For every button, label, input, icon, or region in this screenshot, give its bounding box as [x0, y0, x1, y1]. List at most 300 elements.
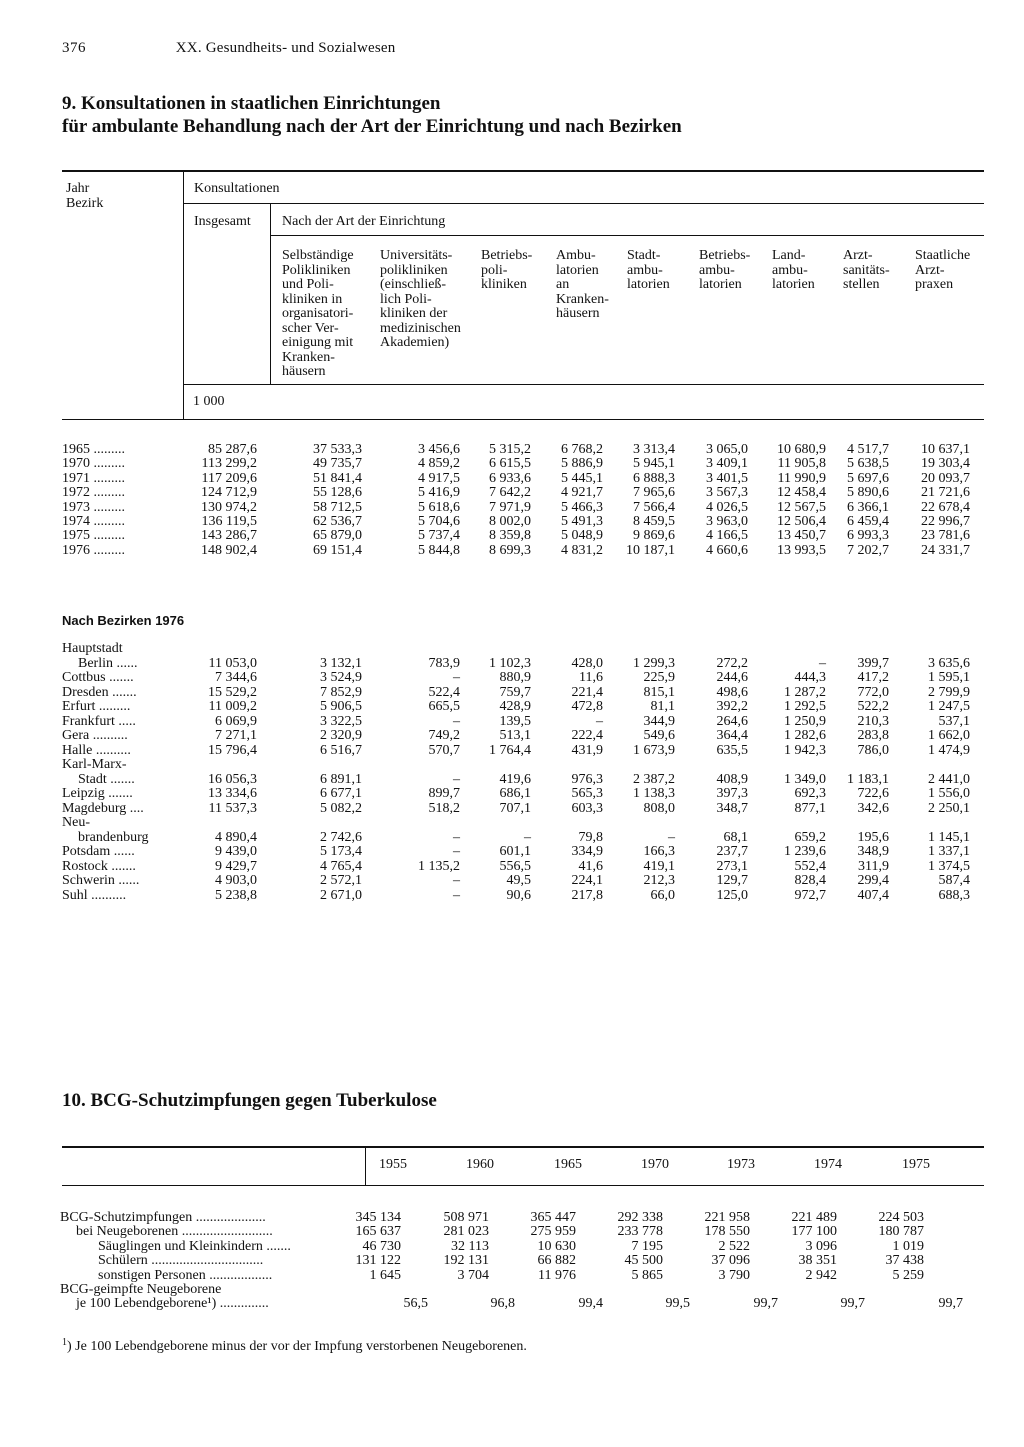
table9-cell: 124 712,9	[201, 485, 257, 501]
table9-cell: 7 202,7	[847, 542, 889, 558]
table9-cell: 143 286,7	[201, 528, 257, 544]
table9-cell: 10 680,9	[777, 442, 826, 457]
table9-cell: 692,3	[794, 786, 826, 801]
table10-cell: 66 882	[537, 1253, 576, 1268]
table9-cell: 12 567,5	[777, 499, 826, 515]
table9-cell: 148 902,4	[201, 542, 257, 558]
table9-cell: 1 942,3	[784, 742, 826, 758]
table9-cell: 537,1	[938, 713, 970, 729]
table9-colhead-betriebspoli: Betriebs- poli- kliniken	[481, 248, 533, 292]
table9-cell: 5 906,5	[320, 699, 362, 714]
table10-cell: 1 645	[369, 1268, 401, 1283]
table10-cell: 2 522	[718, 1239, 750, 1254]
table9-cell: 1 282,6	[784, 728, 826, 743]
table9-cell: 166,3	[643, 844, 675, 859]
table9-cell: 1 474,9	[928, 742, 970, 758]
table10-cell: 345 134	[355, 1210, 401, 1225]
table9-unit: 1 000	[193, 394, 225, 409]
table9-cell: 6 768,2	[561, 442, 603, 457]
table9-cell: 129,7	[716, 873, 748, 888]
table9-cell: 472,8	[571, 699, 603, 714]
table9-cell: 899,7	[428, 786, 460, 801]
table9-cell: 6 516,7	[320, 742, 362, 758]
footnote	[62, 1337, 527, 1355]
table9-cell: 399,7	[857, 655, 889, 671]
table9-colhead-ambu-kh: Ambu- latorien an Kranken- häusern	[556, 248, 609, 321]
table9-cell: –	[668, 829, 675, 845]
table9-bezirk-label: Magdeburg ....	[62, 800, 144, 816]
table10-cell: 46 730	[362, 1239, 401, 1254]
table9-cell: 222,4	[571, 728, 603, 743]
table9-cell: 21 721,6	[921, 485, 970, 501]
table9-cell: 2 250,1	[928, 800, 970, 816]
table9-cell: 417,2	[857, 670, 889, 685]
table9-cell: 6 069,9	[215, 713, 257, 729]
table9-cell: 6 993,3	[847, 528, 889, 544]
table10-cell: 224 503	[878, 1210, 924, 1225]
table9-cell: 20 093,7	[921, 470, 970, 486]
table9-cell: 55 128,6	[313, 485, 362, 501]
footnote-marker: 1	[62, 1337, 67, 1348]
table10-year-head: 1960	[466, 1157, 494, 1172]
table9-hrule-unit	[62, 419, 984, 420]
table10-cell: 38 351	[798, 1253, 837, 1268]
table10-cell: 281 023	[443, 1224, 489, 1239]
table9-cell: 3 635,6	[928, 655, 970, 671]
table9-cell: 237,7	[716, 844, 748, 859]
table9-cell: 1 595,1	[928, 670, 970, 685]
table9-bezirk-label: Rostock .......	[62, 858, 136, 874]
table9-cell: 244,6	[716, 670, 748, 685]
table9-cell: 49 735,7	[313, 456, 362, 472]
table9-cell: 224,1	[571, 873, 603, 888]
table9-cell: 3 401,5	[706, 470, 748, 486]
table9-cell: 1 183,1	[847, 771, 889, 787]
table9-cell: 12 458,4	[777, 485, 826, 501]
table9-cell: 1 556,0	[928, 786, 970, 801]
table9-cell: 5 704,6	[418, 514, 460, 529]
table9-cell: 272,2	[716, 655, 748, 671]
table9-cell: 11 905,8	[777, 456, 826, 472]
table9-cell: 5 466,3	[561, 499, 603, 515]
table9-vrule-stub	[183, 172, 184, 419]
table9-cell: 5 082,2	[320, 800, 362, 816]
table10-cell: 96,8	[490, 1296, 515, 1311]
table9-cell: 587,4	[938, 873, 970, 888]
table9-cell: 117 209,6	[201, 470, 257, 486]
table9-bezirk-label: Berlin ......	[78, 655, 138, 671]
table10-year-head: 1955	[379, 1157, 407, 1172]
table10-row-label: je 100 Lebendgeborene¹) ..............	[76, 1296, 269, 1311]
table10-cell: 3 096	[805, 1239, 837, 1254]
table9-cell: 6 677,1	[320, 786, 362, 801]
table9-cell: 4 765,4	[320, 858, 362, 874]
table9-cell: 4 890,4	[215, 829, 257, 845]
table10-cell: 5 865	[631, 1268, 663, 1283]
table10-row-label: BCG-geimpfte Neugeborene	[60, 1282, 222, 1297]
table9-cell: 570,7	[428, 742, 460, 758]
table9-bezirk-prefix: Hauptstadt	[62, 641, 123, 656]
table10-title: 10. BCG-Schutzimpfungen gegen Tuberkulose	[62, 1090, 437, 1111]
table9-top-rule	[62, 170, 984, 172]
table9-cell: 498,6	[716, 684, 748, 700]
table9-cell: 217,8	[571, 887, 603, 903]
table10-row-label: BCG-Schutzimpfungen ....................	[60, 1210, 266, 1225]
table9-year-label: 1976 .........	[62, 542, 125, 558]
table9-cell: 5 886,9	[561, 456, 603, 472]
table9-cell: 85 287,6	[208, 442, 257, 457]
table9-cell: 397,3	[716, 786, 748, 801]
table9-cell: 58 712,5	[313, 499, 362, 515]
table9-cell: 7 344,6	[215, 670, 257, 685]
table9-cell: 19 303,4	[921, 456, 970, 472]
table10-row-label: Säuglingen und Kleinkindern .......	[98, 1239, 291, 1254]
table9-cell: 69 151,4	[313, 542, 362, 558]
table9-cell: 4 166,5	[706, 528, 748, 544]
table9-bezirk-label: Gera ..........	[62, 728, 128, 743]
table9-bezirk-label: Frankfurt .....	[62, 713, 136, 729]
table9-bezirk-label: Dresden .......	[62, 684, 137, 700]
table9-cell: 5 048,9	[561, 528, 603, 544]
table9-cell: 2 320,9	[320, 728, 362, 743]
table9-cell: 5 890,6	[847, 485, 889, 501]
table9-colhead-selbst: Selbständige Polikliniken und Poli- kliniken in organisatori- scher Ver- einigung mit Kranken- häusern	[282, 248, 354, 379]
table9-cell: 10 637,1	[921, 442, 970, 457]
table9-cell: –	[596, 713, 603, 729]
table9-cell: 24 331,7	[921, 542, 970, 558]
table9-cell: –	[453, 713, 460, 729]
table9-cell: 1 374,5	[928, 858, 970, 874]
table9-cell: 7 852,9	[320, 684, 362, 700]
table9-cell: 8 359,8	[489, 528, 531, 544]
table9-cell: 22 996,7	[921, 514, 970, 529]
table9-cell: 1 250,9	[784, 713, 826, 729]
table10-cell: 292 338	[617, 1210, 663, 1225]
table9-cell: 3 409,1	[706, 456, 748, 472]
table9-cell: 212,3	[643, 873, 675, 888]
table10-cell: 275 959	[530, 1224, 576, 1239]
table9-cell: 22 678,4	[921, 499, 970, 515]
table9-cell: 11 990,9	[777, 470, 826, 486]
table10-cell: 10 630	[537, 1239, 576, 1254]
table10-cell: 99,5	[665, 1296, 690, 1311]
table9-cell: 334,9	[571, 844, 603, 859]
table9-bezirk-label: Erfurt .........	[62, 699, 131, 714]
table9-cell: 5 844,8	[418, 542, 460, 558]
table9-cell: 1 673,9	[633, 742, 675, 758]
table10-top-rule	[62, 1146, 984, 1148]
table9-cell: 972,7	[794, 887, 826, 903]
table9-cell: 10 187,1	[626, 542, 675, 558]
table9-year-label: 1973 .........	[62, 499, 125, 515]
table9-cell: 3 524,9	[320, 670, 362, 685]
table9-cell: 1 764,4	[489, 742, 531, 758]
table9-bezirk-label: Halle ..........	[62, 742, 131, 758]
table10-cell: 508 971	[443, 1210, 489, 1225]
table9-cell: 749,2	[428, 728, 460, 743]
table10-hrule-head	[62, 1185, 984, 1186]
table9-cell: 299,4	[857, 873, 889, 888]
table9-cell: 7 271,1	[215, 728, 257, 743]
table9-cell: 23 781,6	[921, 528, 970, 544]
table9-cell: 4 903,0	[215, 873, 257, 888]
table9-cell: 283,8	[857, 728, 889, 743]
table9-bezirk-prefix: Karl-Marx-	[62, 757, 127, 772]
table9-cell: 5 945,1	[633, 456, 675, 472]
table9-bezirk-label: brandenburg	[78, 829, 149, 845]
table9-bezirk-label: Leipzig .......	[62, 786, 133, 801]
table10-cell: 180 787	[878, 1224, 924, 1239]
footnote-text: ) Je 100 Lebendgeborene minus der vor der Impfung verstorbenen Neugeborenen.	[67, 1339, 527, 1354]
table10-cell: 99,7	[938, 1296, 963, 1311]
table9-cell: 1 239,6	[784, 844, 826, 859]
table9-cell: 5 491,3	[561, 514, 603, 529]
table9-cell: 1 145,1	[928, 829, 970, 845]
table9-title-line2: für ambulante Behandlung nach der Art der Einrichtung und nach Bezirken	[62, 116, 682, 137]
table9-cell: 1 337,1	[928, 844, 970, 859]
table9-cell: 5 173,4	[320, 844, 362, 859]
table9-cell: 603,3	[571, 800, 603, 816]
table9-colhead-land: Land- ambu- latorien	[772, 248, 815, 292]
table9-cell: 13 450,7	[777, 528, 826, 544]
table9-cell: 2 572,1	[320, 873, 362, 888]
table9-cell: 348,9	[857, 844, 889, 859]
table10-cell: 3 790	[718, 1268, 750, 1283]
table9-cell: 877,1	[794, 800, 826, 816]
table10-cell: 131 122	[355, 1253, 401, 1268]
table9-cell: –	[453, 829, 460, 845]
table9-cell: 7 971,9	[489, 499, 531, 515]
table9-bezirk-label: Potsdam ......	[62, 844, 135, 859]
table9-cell: 1 102,3	[489, 655, 531, 671]
table9-hrule-group	[183, 203, 984, 204]
table10-cell: 1 019	[892, 1239, 924, 1254]
table9-cell: 772,0	[857, 684, 889, 700]
table10-vrule-stub	[365, 1148, 366, 1185]
table9-cell: 513,1	[499, 728, 531, 743]
table9-cell: 2 441,0	[928, 771, 970, 787]
table9-cell: 3 456,6	[418, 442, 460, 457]
table9-cell: 311,9	[858, 858, 889, 874]
table10-cell: 233 778	[617, 1224, 663, 1239]
table9-col-total: Insgesamt	[194, 214, 251, 229]
table9-cell: 976,3	[571, 771, 603, 787]
table9-cell: 1 662,0	[928, 728, 970, 743]
table9-colhead-stadt: Stadt- ambu- latorien	[627, 248, 670, 292]
table9-cell: 195,6	[857, 829, 889, 845]
table9-cell: 5 618,6	[418, 499, 460, 515]
table9-cell: 2 799,9	[928, 684, 970, 700]
table10-cell: 221 958	[704, 1210, 750, 1225]
table9-cell: 5 445,1	[561, 470, 603, 486]
table9-cell: 1 299,3	[633, 655, 675, 671]
table9-cell: 79,8	[578, 829, 603, 845]
table9-cell: 11 053,0	[208, 655, 257, 671]
table9-cell: 11 537,3	[208, 800, 257, 816]
table9-year-label: 1972 .........	[62, 485, 125, 501]
table9-cell: 90,6	[506, 887, 531, 903]
table10-row-label: sonstigen Personen ..................	[98, 1268, 273, 1283]
table9-cell: 8 699,3	[489, 542, 531, 558]
table9-cell: 113 299,2	[201, 456, 257, 472]
table9-cell: 41,6	[578, 858, 603, 874]
table10-cell: 56,5	[403, 1296, 428, 1311]
table9-cell: 5 697,6	[847, 470, 889, 486]
table9-cell: 5 315,2	[489, 442, 531, 457]
table9-cell: 68,1	[723, 829, 748, 845]
table9-cell: 419,1	[643, 858, 675, 874]
table9-cell: 4 026,5	[706, 499, 748, 515]
table9-cell: 556,5	[499, 858, 531, 874]
table9-cell: 601,1	[499, 844, 531, 859]
table9-stub-head: Jahr Bezirk	[66, 181, 104, 211]
table9-cell: 4 921,7	[561, 485, 603, 501]
table10-cell: 99,7	[840, 1296, 865, 1311]
table10-cell: 11 976	[538, 1268, 576, 1283]
table10-year-head: 1970	[641, 1157, 669, 1172]
table9-cell: 522,2	[857, 699, 889, 714]
table10-year-head: 1974	[814, 1157, 842, 1172]
table9-cell: 428,0	[571, 655, 603, 671]
table10-cell: 37 438	[885, 1253, 924, 1268]
table9-cell: 2 387,2	[633, 771, 675, 787]
table9-cell: 5 416,9	[418, 485, 460, 501]
table9-cell: 419,6	[499, 771, 531, 787]
table9-cell: 344,9	[643, 713, 675, 729]
table9-year-label: 1975 .........	[62, 528, 125, 544]
table9-cell: 783,9	[428, 655, 460, 671]
table9-cell: 6 888,3	[633, 470, 675, 486]
table10-cell: 37 096	[711, 1253, 750, 1268]
table9-cell: –	[524, 829, 531, 845]
table9-cell: 7 566,4	[633, 499, 675, 515]
table9-cell: 3 132,1	[320, 655, 362, 671]
table9-cell: 136 119,5	[201, 514, 257, 529]
table9-cell: 880,9	[499, 670, 531, 685]
table9-cell: 4 517,7	[847, 442, 889, 457]
table10-cell: 7 195	[631, 1239, 663, 1254]
table10-cell: 2 942	[805, 1268, 837, 1283]
table9-cell: 707,1	[499, 800, 531, 816]
table9-year-label: 1965 .........	[62, 442, 125, 457]
table9-cell: 210,3	[857, 713, 889, 729]
table9-cell: 1 349,0	[784, 771, 826, 787]
table9-cell: 808,0	[643, 800, 675, 816]
table9-cell: 225,9	[643, 670, 675, 685]
table10-cell: 221 489	[791, 1210, 837, 1225]
table10-row-label: bei Neugeborenen ..........................	[76, 1224, 273, 1239]
table10-cell: 3 704	[457, 1268, 489, 1283]
table9-cell: 3 065,0	[706, 442, 748, 457]
table9-hrule-colhead	[183, 384, 984, 385]
table9-colhead-arztpraxen: Staatliche Arzt- praxen	[915, 248, 971, 292]
table9-cell: 11,6	[579, 670, 603, 685]
table10-cell: 177 100	[791, 1224, 837, 1239]
table10-cell: 178 550	[704, 1224, 750, 1239]
table9-cell: 221,4	[571, 684, 603, 700]
table9-vrule-total	[270, 204, 271, 384]
table10-cell: 99,4	[578, 1296, 603, 1311]
page-header	[62, 40, 395, 57]
table9-cell: 3 322,5	[320, 713, 362, 729]
table9-cell: 8 459,5	[633, 514, 675, 529]
table9-colhead-arztsan: Arzt- sanitäts- stellen	[843, 248, 890, 292]
table9-bezirk-prefix: Neu-	[62, 815, 90, 830]
table9-cell: 37 533,3	[313, 442, 362, 457]
table9-cell: 1 247,5	[928, 699, 970, 714]
table9-cell: 6 891,1	[320, 771, 362, 787]
table9-cell: 659,2	[794, 829, 826, 845]
table9-cell: 786,0	[857, 742, 889, 758]
table9-cell: 3 313,4	[633, 442, 675, 457]
table9-cell: 16 056,3	[208, 771, 257, 787]
table9-cell: 139,5	[499, 713, 531, 729]
table9-title-line1: 9. Konsultationen in staatlichen Einrichtungen	[62, 93, 441, 114]
table9-cell: 49,5	[506, 873, 531, 888]
table9-cell: 428,9	[499, 699, 531, 714]
table9-cell: 759,7	[499, 684, 531, 700]
table9-group-head: Konsultationen	[194, 181, 280, 196]
table9-cell: 15 529,2	[208, 684, 257, 700]
table9-cell: 125,0	[716, 887, 748, 903]
table9-cell: 364,4	[716, 728, 748, 743]
table9-cell: 264,6	[716, 713, 748, 729]
table9-cell: 444,3	[794, 670, 826, 685]
table9-cell: –	[453, 887, 460, 903]
page-number: 376	[62, 40, 86, 56]
table9-cell: 273,1	[716, 858, 748, 874]
table9-bezirk-heading: Nach Bezirken 1976	[62, 613, 185, 628]
table9-cell: 392,2	[716, 699, 748, 714]
table9-cell: 6 366,1	[847, 499, 889, 515]
table10-cell: 165 637	[355, 1224, 401, 1239]
table9-cell: 7 642,2	[489, 485, 531, 501]
table9-cell: 4 831,2	[561, 542, 603, 558]
table10-cell: 45 500	[624, 1253, 663, 1268]
table9-cell: 342,6	[857, 800, 889, 816]
table9-cell: 51 841,4	[313, 470, 362, 486]
table9-cell: 549,6	[643, 728, 675, 743]
table9-cell: –	[819, 655, 826, 671]
table9-cell: 722,6	[857, 786, 889, 801]
table9-cell: 65 879,0	[313, 528, 362, 544]
table9-cell: 9 429,7	[215, 858, 257, 874]
table9-colhead-betriebsambu: Betriebs- ambu- latorien	[699, 248, 751, 292]
table9-cell: 348,7	[716, 800, 748, 816]
table9-cell: 1 135,2	[418, 858, 460, 874]
table9-cell: 688,3	[938, 887, 970, 903]
table9-cell: 686,1	[499, 786, 531, 801]
table9-cell: 565,3	[571, 786, 603, 801]
table9-cell: 7 965,6	[633, 485, 675, 501]
table9-cell: 6 615,5	[489, 456, 531, 472]
table9-cell: 62 536,7	[313, 514, 362, 529]
table9-cell: 12 506,4	[777, 514, 826, 529]
table9-cell: 4 660,6	[706, 542, 748, 558]
table9-cell: 407,4	[857, 887, 889, 903]
table10-year-head: 1965	[554, 1157, 582, 1172]
table9-cell: 4 859,2	[418, 456, 460, 472]
table9-bezirk-label: Schwerin ......	[62, 873, 140, 888]
table9-cell: 13 334,6	[208, 786, 257, 801]
table9-hrule-sub	[270, 235, 984, 236]
table9-cell: –	[453, 771, 460, 787]
table9-title	[62, 92, 682, 138]
table10-cell: 5 259	[892, 1268, 924, 1283]
table9-cell: 5 238,8	[215, 887, 257, 903]
table10-cell: 365 447	[530, 1210, 576, 1225]
table9-colhead-uni: Universitäts- polikliniken (einschließ- lich Poli- kliniken der medizinischen Akademien)	[380, 248, 461, 350]
